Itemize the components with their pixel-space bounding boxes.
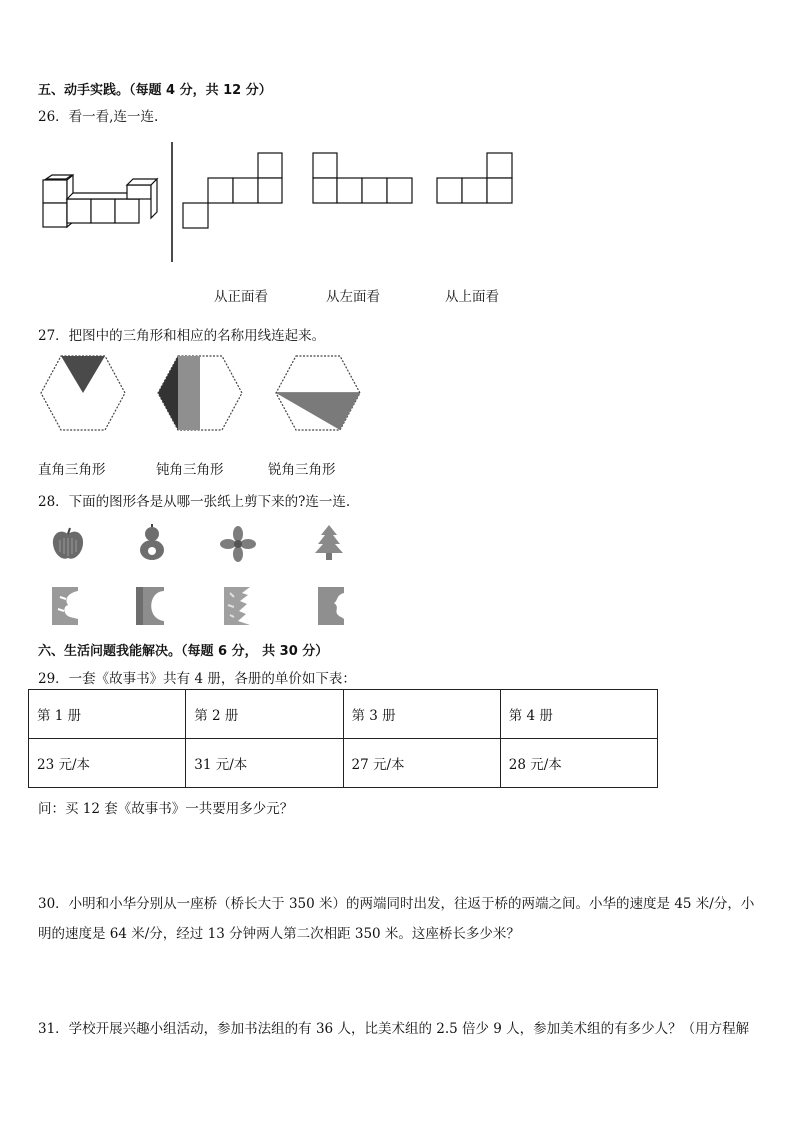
apple-shape-icon <box>50 526 86 562</box>
triangle-label-right: 直角三角形 <box>38 462 106 478</box>
table-header-cell: 第 3 册 <box>343 690 500 739</box>
section-5-title: 五、动手实践。（每题 4 分，共 12 分） <box>38 83 272 98</box>
gourd-shape-icon <box>137 524 167 562</box>
question-30-line-1: 30．小明和小华分别从一座桥（桥长大于 350 米）的两端同时出发，往返于桥的两端之间。小华的速度是 45 米/分，小 <box>38 896 755 912</box>
question-26-text: 26．看一看,连一连. <box>38 109 159 125</box>
view-label-top: 从上面看 <box>445 289 499 305</box>
hexagon-figure-1 <box>40 355 126 431</box>
paper-b-icon <box>134 585 166 627</box>
question-29-text: 29．一套《故事书》共有 4 册，各册的单价如下表： <box>38 671 356 687</box>
triangle-label-obtuse: 钝角三角形 <box>156 462 224 478</box>
question-27-text: 27．把图中的三角形和相应的名称用线连起来。 <box>38 328 326 344</box>
divider-line <box>171 142 173 262</box>
table-cell: 28 元/本 <box>500 739 657 788</box>
table-cell: 27 元/本 <box>343 739 500 788</box>
tree-shape-icon <box>313 525 345 561</box>
paper-d-icon <box>316 585 346 627</box>
view-figure-1 <box>183 153 283 229</box>
section-6-title: 六、生活问题我能解决。（每题 6 分， 共 30 分） <box>38 644 329 659</box>
view-figure-2 <box>313 153 413 205</box>
hexagon-figure-2 <box>157 355 243 431</box>
table-header-cell: 第 2 册 <box>186 690 343 739</box>
flower-shape-icon <box>220 526 256 562</box>
table-cell: 23 元/本 <box>29 739 186 788</box>
cube-solid-figure <box>40 175 160 235</box>
table-header-cell: 第 4 册 <box>500 690 657 739</box>
triangle-label-acute: 锐角三角形 <box>268 462 336 478</box>
hexagon-figure-3 <box>275 355 361 431</box>
table-cell: 31 元/本 <box>186 739 343 788</box>
question-28-text: 28．下面的图形各是从哪一张纸上剪下来的?连一连. <box>38 494 351 510</box>
table-header-row <box>29 690 658 739</box>
table-row <box>29 739 658 788</box>
paper-a-icon <box>50 585 80 627</box>
question-30-line-2: 明的速度是 64 米/分，经过 13 分钟两人第二次相距 350 米。这座桥长多少米？ <box>38 926 520 942</box>
question-31-text: 31．学校开展兴趣小组活动，参加书法组的有 36 人，比美术组的 2.5 倍少 9 人，参加美术组的有多少人？（用方程解 <box>38 1021 750 1037</box>
question-29-ask: 问：买 12 套《故事书》一共要用多少元？ <box>38 801 294 817</box>
paper-c-icon <box>222 585 252 627</box>
price-table <box>28 689 658 788</box>
view-label-front: 从正面看 <box>214 289 268 305</box>
view-figure-3 <box>437 153 513 205</box>
table-header-cell: 第 1 册 <box>29 690 186 739</box>
view-label-left: 从左面看 <box>326 289 380 305</box>
